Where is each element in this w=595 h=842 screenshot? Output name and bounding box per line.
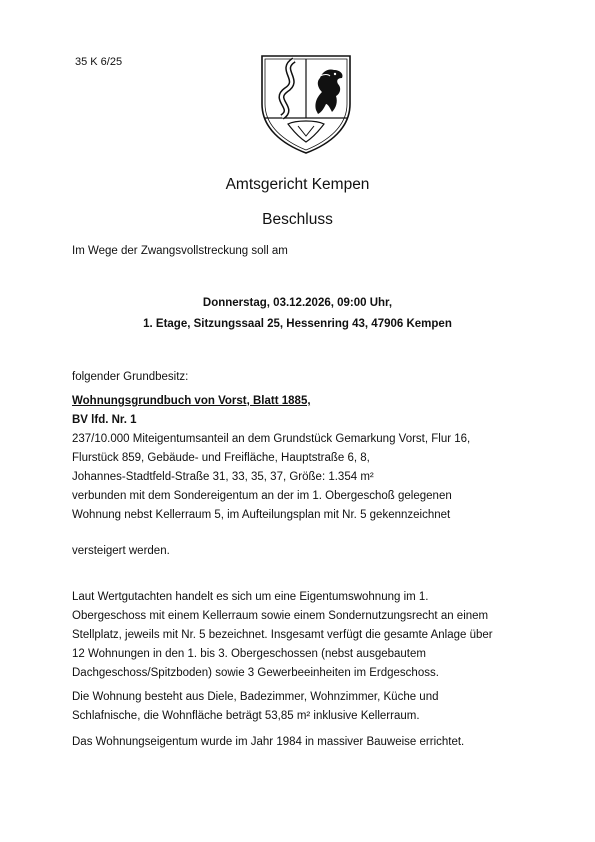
auction-location: 1. Etage, Sitzungssaal 25, Hessenring 43, 47906 Kempen xyxy=(143,318,452,330)
property-line: 237/10.000 Miteigentumsanteil an dem Grundstück Gemarkung Vorst, Flur 16, xyxy=(72,433,471,445)
case-reference: 35 K 6/25 xyxy=(75,56,123,68)
property-line: Johannes-Stadtfeld-Straße 31, 33, 35, 37, Größe: 1.354 m² xyxy=(72,471,374,483)
paragraph-line: Stellplatz, jeweils mit Nr. 5 bezeichnet. Insgesamt verfügt die gesamte Anlage über xyxy=(72,629,493,641)
bv-entry: BV lfd. Nr. 1 xyxy=(72,414,137,426)
paragraph-line: 12 Wohnungen in den 1. bis 3. Obergeschossen (nebst ausgebautem xyxy=(72,648,426,660)
paragraph-line: Die Wohnung besteht aus Diele, Badezimmer, Wohnzimmer, Küche und xyxy=(72,691,439,703)
property-intro: folgender Grundbesitz: xyxy=(72,371,189,383)
intro-text: Im Wege der Zwangsvollstreckung soll am xyxy=(72,245,288,257)
court-name: Amtsgericht Kempen xyxy=(225,176,370,193)
property-line: Flurstück 859, Gebäude- und Freifläche, Hauptstraße 6, 8, xyxy=(72,452,370,464)
paragraph-line: Schlafnische, die Wohnfläche beträgt 53,85 m² inklusive Kellerraum. xyxy=(72,710,420,722)
paragraph-line: Laut Wertgutachten handelt es sich um eine Eigentumswohnung im 1. xyxy=(72,591,429,603)
paragraph-line: Obergeschoss mit einem Kellerraum sowie einem Sondernutzungsrecht an einem xyxy=(72,610,489,622)
auction-date: Donnerstag, 03.12.2026, 09:00 Uhr, xyxy=(202,297,393,309)
paragraph-line: Das Wohnungseigentum wurde im Jahr 1984 in massiver Bauweise errichtet. xyxy=(72,736,465,748)
property-line: verbunden mit dem Sondereigentum an der im 1. Obergeschoß gelegenen xyxy=(72,490,452,502)
auction-statement: versteigert werden. xyxy=(72,545,170,557)
property-line: Wohnung nebst Kellerraum 5, im Aufteilungsplan mit Nr. 5 gekennzeichnet xyxy=(72,509,451,521)
grundbuch-entry: Wohnungsgrundbuch von Vorst, Blatt 1885, xyxy=(72,395,311,407)
coat-of-arms-icon xyxy=(258,52,354,156)
paragraph-line: Dachgeschoss/Spitzboden) sowie 3 Gewerbeeinheiten im Erdgeschoss. xyxy=(72,667,439,679)
document-title: Beschluss xyxy=(262,211,333,228)
